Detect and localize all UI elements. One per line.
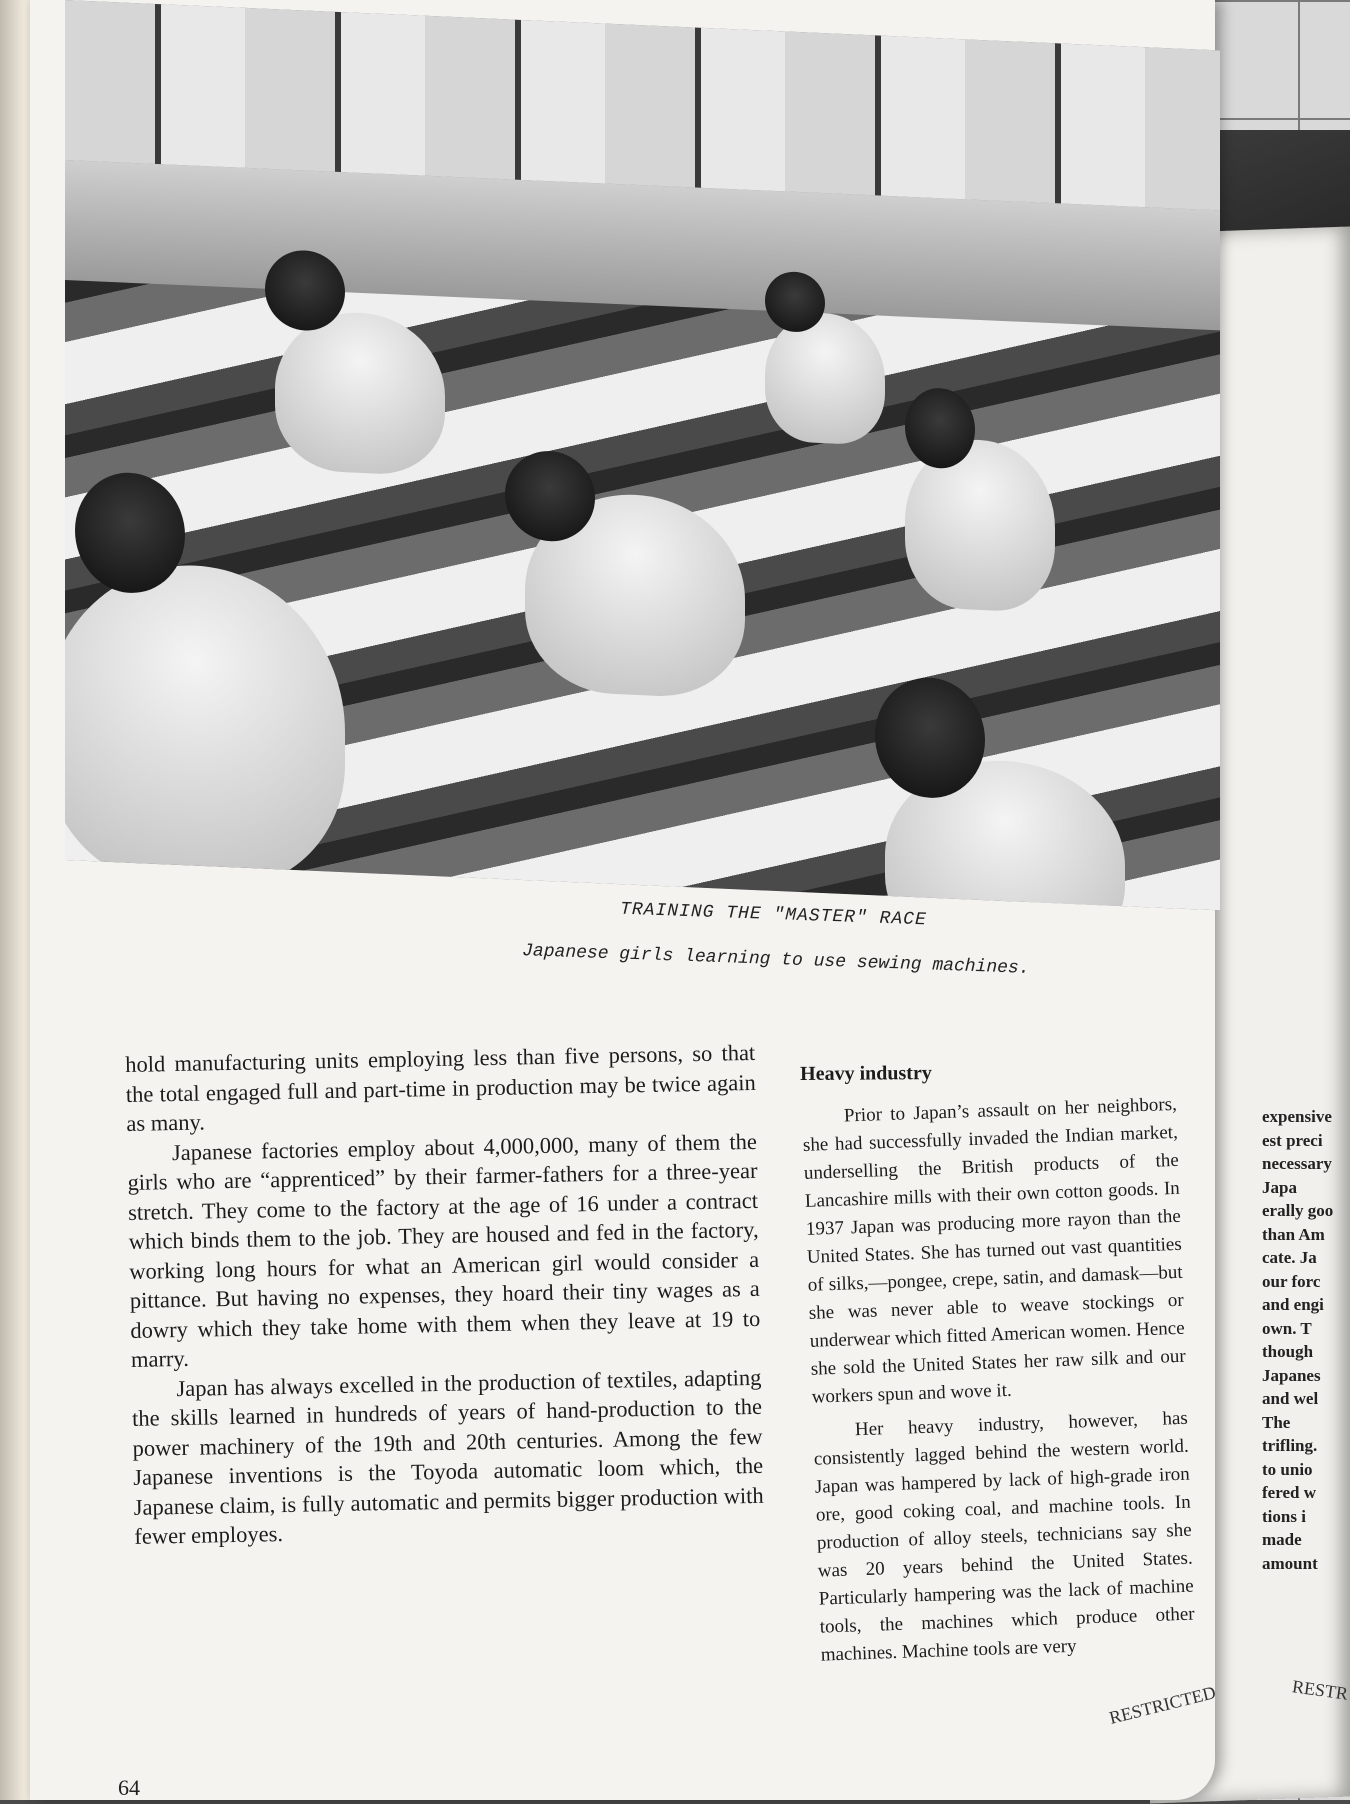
next-page-line: tions i — [1262, 1506, 1306, 1526]
next-page-line: est preci — [1262, 1130, 1323, 1150]
next-page-line: expensive — [1262, 1107, 1332, 1126]
next-page-line: own. T — [1262, 1318, 1312, 1338]
factory-photo — [65, 0, 1220, 910]
next-page-restricted-stamp: RESTR — [1290, 1676, 1350, 1704]
left-text-column — [125, 1038, 765, 1552]
next-page-line: Japa — [1262, 1177, 1297, 1197]
next-page-line: Japanes — [1262, 1365, 1321, 1385]
next-page-line: our forc — [1262, 1271, 1321, 1291]
paragraph: Prior to Japan’s assault on her neighbors, she had successfully invaded the Indian market, underselling the British products of the Lancashire mills with their own cotton goods. In 1937 Japan was producing more rayon than the United States. She has turned out vast quantities of silks,—pongee, crepe, satin, and damask—but she was never able to weave stockings or underwear which fitted American women. Hence she sold the United States her raw silk and our workers spun and wove it. — [802, 1093, 1186, 1408]
paragraph: Japan has always excelled in the production of textiles, adapting the skills learned in hundreds of years of hand-production to the power machinery of the 19th and 20th centuries. Among the few Japanese inventions is the Toyoda automatic loom which, the Japanese claim, is fully automatic and permits bigger production with fewer employes. — [131, 1364, 764, 1549]
next-page-line: necessary — [1262, 1154, 1332, 1173]
caption-subtitle: Japanese girls learning to use sewing machines. — [521, 941, 1030, 979]
next-page-line: and wel — [1262, 1389, 1319, 1408]
next-page-line: and engi — [1262, 1295, 1324, 1314]
next-page-line: made — [1262, 1530, 1302, 1549]
paragraph: Japanese factories employ about 4,000,000, many of them the girls who are “apprenticed” by their farmer-fathers for a three-year stretch. They come to the factory at the age of 16 under a contract which binds them to the job. They are housed and fed in the factory, working long hours for what an American girl would consider a pittance. But having no expenses, they hoard their tiny wages as a dowry which they take home with them when they leave at 19 to marry. — [127, 1128, 761, 1372]
paragraph: Her heavy industry, however, has consistently lagged behind the western world. Japan was hampered by lack of high-grade iron ore, good coking coal, and machine tools. In production of alloy steels, technicians say she was 20 years behind the United States. Particularly hampering was the lack of machine tools, the machines which produce other machines. Machine tools are very — [813, 1407, 1195, 1666]
section-heading: Heavy industry — [800, 1062, 932, 1085]
next-page-line: to unio — [1262, 1459, 1313, 1479]
next-page-text — [1262, 1105, 1350, 1575]
next-page-line: trifling. — [1262, 1436, 1318, 1455]
next-page-line: than Am — [1262, 1224, 1325, 1244]
next-page-line: erally goo — [1262, 1201, 1334, 1220]
next-page-line: cate. Ja — [1262, 1248, 1317, 1267]
next-page-line: amount — [1262, 1553, 1318, 1573]
next-page-line: The — [1262, 1412, 1291, 1432]
page-number: 64 — [118, 1775, 140, 1800]
caption-title: TRAINING THE "MASTER" RACE — [619, 899, 928, 931]
paragraph: hold manufacturing units employing less than five persons, so that the total engaged full and part-time in production may be twice again as many. — [125, 1039, 756, 1136]
restricted-stamp: RESTRICTED — [1107, 1682, 1218, 1728]
next-page-line: though — [1262, 1342, 1314, 1361]
right-text-column — [800, 1047, 1196, 1676]
next-page-line: fered w — [1262, 1483, 1316, 1502]
